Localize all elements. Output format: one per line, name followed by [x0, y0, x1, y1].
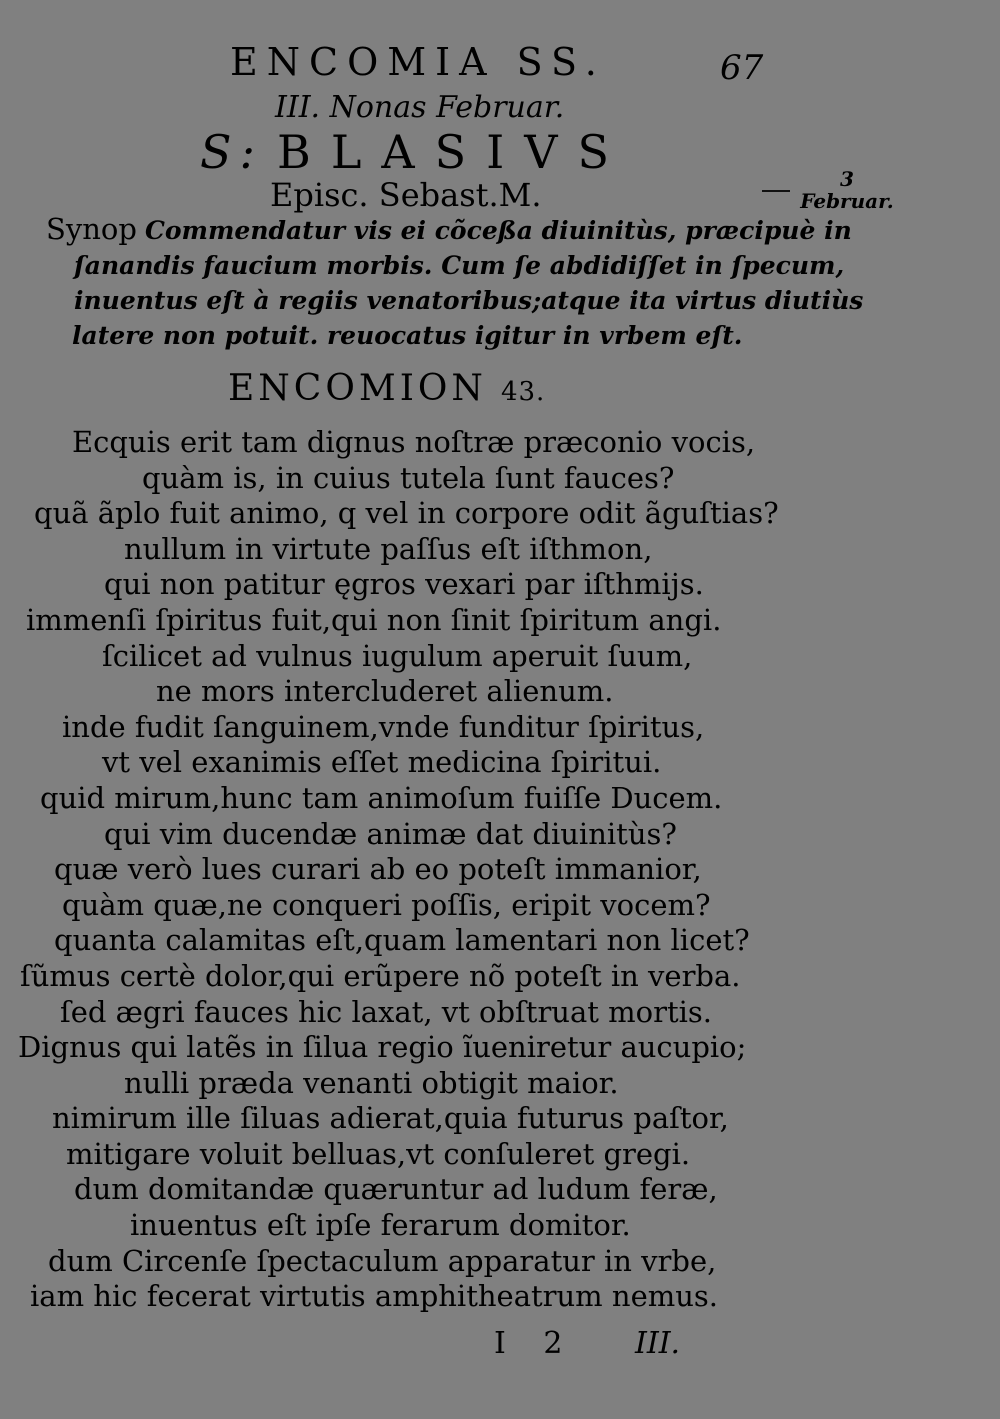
- saint-name: BLASIVS: [277, 125, 630, 179]
- page-number: 67: [720, 48, 764, 88]
- synopsis: [46, 212, 864, 353]
- poem-line: inuentus eſt ipſe ferarum domitor.: [130, 1208, 631, 1243]
- signature-mark: I 2: [494, 1326, 577, 1361]
- encomion-number: 43.: [500, 377, 546, 407]
- poem-line: quæ verò lues curari ab eo poteſt immanior,: [54, 852, 702, 887]
- poem-line: nullum in virtute paſſus eſt iſthmon,: [124, 531, 653, 566]
- saint-heading: [200, 125, 629, 179]
- margin-note: [792, 168, 902, 212]
- encomion-title: ENCOMION: [228, 368, 487, 409]
- poem-line: dum domitandæ quæruntur ad ludum feræ,: [74, 1172, 718, 1207]
- synopsis-line: Synop Commendatur vis ei cõceßa diuinitùs, præcipuè in: [46, 212, 852, 246]
- poem-line: quã ãplo fuit animo, q vel in corpore odit ãguſtias?: [34, 496, 779, 531]
- margin-note-month: Februar.: [800, 189, 894, 213]
- poem-line: Ecquis erit tam dignus noſtræ præconio vocis,: [72, 425, 756, 459]
- margin-rule: [762, 190, 790, 192]
- poem: [0, 425, 1000, 1315]
- poem-line: quàm quæ,ne conqueri poſſis, eripit vocem?: [62, 887, 711, 922]
- poem-line: nulli præda venanti obtigit maior.: [124, 1065, 619, 1100]
- poem-line: Dignus qui latẽs in ſilua regio ĩueniretur aucupio;: [18, 1030, 747, 1065]
- poem-line: mitigare voluit belluas,vt conſuleret gregi.: [66, 1136, 691, 1171]
- poem-line: vt vel exanimis eſſet medicina ſpiritui.: [102, 745, 662, 780]
- saint-abbreviation: S:: [200, 125, 264, 179]
- synopsis-line: latere non potuit. reuocatus igitur in vrbem eſt.: [72, 321, 743, 350]
- poem-line: quàm is, in cuius tutela ſunt fauces?: [142, 460, 675, 495]
- poem-line: qui non patitur ęgros vexari par iſthmijs.: [104, 567, 704, 602]
- poem-line: dum Circenſe ſpectaculum apparatur in vrbe,: [48, 1243, 717, 1278]
- synopsis-line: inuentus eſt à regiis venatoribus;atque ita virtus diutiùs: [74, 286, 864, 315]
- poem-line: qui vim ducendæ animæ dat diuinitùs?: [104, 816, 677, 851]
- poem-line: ſcilicet ad vulnus iugulum aperuit ſuum,: [102, 638, 693, 673]
- poem-line: quanta calamitas eſt,quam lamentari non licet?: [54, 923, 750, 958]
- margin-note-day: 3: [840, 167, 854, 191]
- page-footer: [0, 1326, 1000, 1366]
- date-line: III. Nonas Februar.: [275, 90, 565, 125]
- poem-line: inde fudit ſanguinem,vnde funditur ſpiritus,: [62, 709, 705, 744]
- poem-line: ne mors intercluderet alienum.: [156, 674, 614, 709]
- poem-line: nimirum ille ſiluas adierat,quia futurus paſtor,: [52, 1101, 729, 1136]
- poem-line: iam hic fecerat virtutis amphitheatrum nemus.: [30, 1279, 719, 1314]
- poem-line: quid mirum,hunc tam animoſum fuiſſe Ducem.: [40, 780, 723, 815]
- encomion-heading: [228, 368, 545, 409]
- synopsis-line: ſanandis faucium morbis. Cum ſe abdidiſſet in ſpecum,: [74, 251, 845, 280]
- poem-line: ſũmus certè dolor,qui erũpere nõ poteſt in verba.: [20, 958, 741, 993]
- running-head: ENCOMIA SS.: [230, 40, 606, 84]
- synopsis-heading: Synop: [46, 212, 137, 246]
- saint-title: Episc. Sebast.M.: [270, 176, 542, 214]
- poem-line: ſed ægri fauces hic laxat, vt obſtruat mortis.: [60, 994, 712, 1029]
- catchword: III.: [635, 1326, 681, 1361]
- poem-line: immenſi ſpiritus fuit,qui non ſinit ſpiritum angi.: [26, 602, 722, 637]
